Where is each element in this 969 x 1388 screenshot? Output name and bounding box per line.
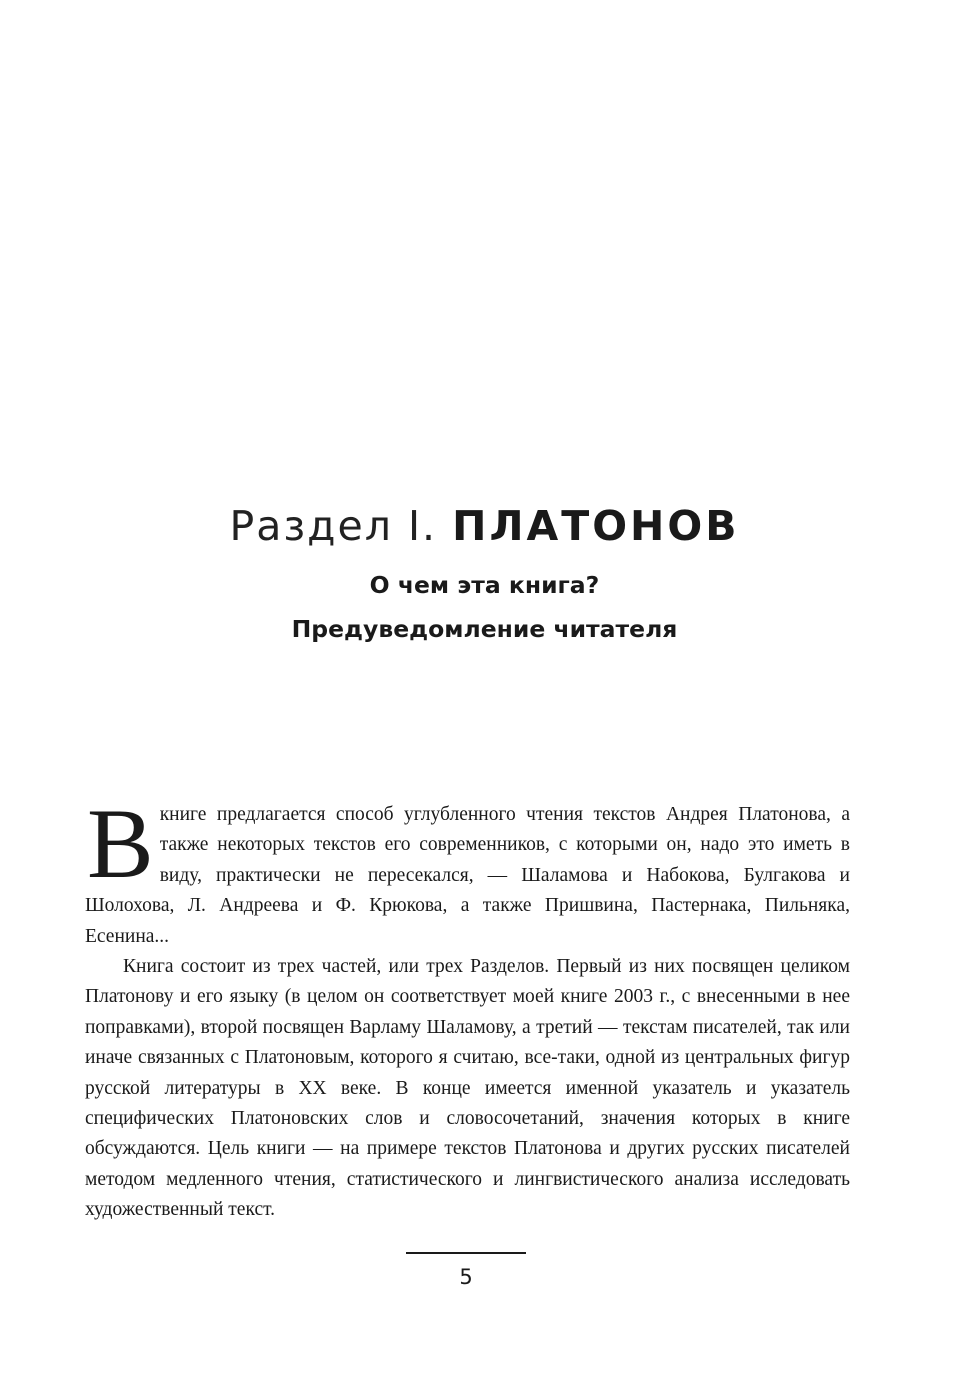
paragraph-1-text: книге предлагается способ углубленного чтения текстов Андрея Платонова, а также некоторых текстов его современников, с которыми он, надо это иметь в виду, практически не пересекался, — Шаламова и Набокова, Булгакова и Шолохова, Л. Андреева и Ф. Крюкова, а также Пришвина, Пастернака, Пильняка, Есенина... [85, 804, 850, 947]
chapter-title-line-2: Предуведомление читателя [291, 615, 678, 643]
paragraph-2: Книга состоит из трех частей, или трех Разделов. Первый из них посвящен целиком Платонову и его языку (в целом он соответствует моей книге 2003 г., с внесенными в нее поправками), второй посвящен Варламу Шаламову, а третий — текстам писателей, так или иначе связанных с Платоновым, которого я считаю, все-таки, одной из центральных фигур русской литературы в XX веке. В конце имеется именной указатель и указатель специфических Платоновских слов и словосочетаний, значения которых в книге обсуждаются. Цель книги — на примере текстов Платонова и других русских писателей методом медленного чтения, статистического и лингвистического анализа исследовать художественный текст. [85, 956, 850, 1221]
body-text [85, 788, 850, 1226]
drop-cap: В [87, 788, 154, 899]
page-number: 5 [459, 1265, 473, 1289]
footer-rule [406, 1252, 526, 1254]
section-title: ПЛАТОНОВ [452, 502, 740, 550]
paragraph-1 [85, 788, 850, 952]
section-heading [0, 500, 969, 552]
chapter-title-line-1: О чем эта книга? [369, 571, 600, 599]
section-label: Раздел I. [229, 502, 438, 550]
